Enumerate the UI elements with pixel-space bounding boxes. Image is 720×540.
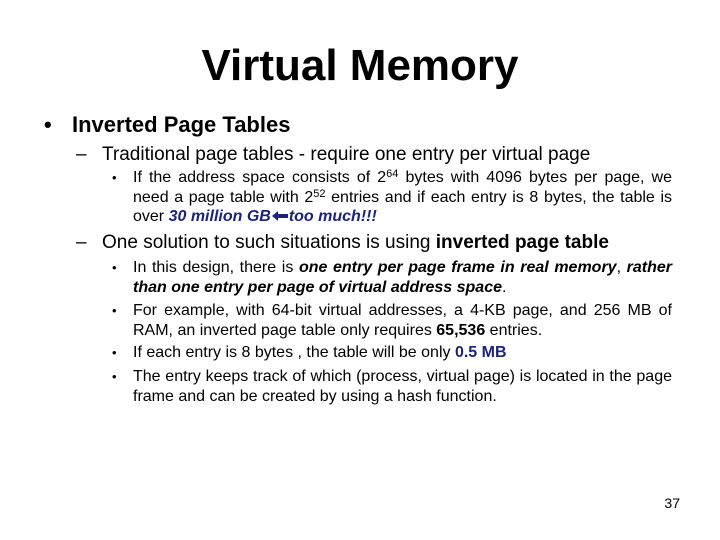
- detail-design: [112, 258, 672, 297]
- bullet-icon: •: [112, 369, 117, 384]
- detail-entry-size: [112, 343, 672, 363]
- text-run: .: [502, 278, 507, 296]
- text-run: For example, with 64-bit virtual addresses, a 4-KB page, and 256 MB of RAM, an inverted page table only requires: [133, 302, 672, 339]
- exponent: 64: [386, 168, 399, 180]
- dash-icon: –: [76, 232, 87, 253]
- left-arrow-icon: [271, 210, 289, 222]
- subpoint-text: [76, 231, 696, 255]
- emphasis-too-much: too much!!!: [288, 208, 377, 225]
- detail-text: The entry keeps track of which (process, virtual page) is located in the page frame and can be created by using a hash function.: [133, 368, 672, 405]
- bullet-icon: •: [44, 112, 52, 137]
- text-run: If each entry is 8 bytes , the table will be only: [133, 344, 455, 361]
- detail-hash: [112, 367, 672, 406]
- detail-text: [112, 301, 672, 340]
- subpoint-solution: [76, 231, 696, 255]
- bold-term: inverted page table: [435, 232, 609, 253]
- bullet-icon: •: [112, 345, 117, 360]
- slide-title: Virtual Memory: [201, 41, 519, 90]
- detail-text: [112, 168, 672, 227]
- detail-text: [112, 258, 672, 297]
- dash-icon: –: [76, 144, 87, 165]
- bullet-icon: •: [112, 260, 117, 275]
- text-run: In this design, there is: [133, 259, 299, 276]
- exponent: 52: [313, 187, 326, 200]
- text-run: entries and if each entry is 8 bytes, the table is over: [133, 188, 673, 225]
- heading-bullet-item: [44, 111, 684, 139]
- text-run: If the address space consists of 2: [133, 169, 387, 186]
- subpoint-text: Traditional page tables - require one entry per virtual page: [102, 144, 591, 165]
- emphasis-value: 0.5 MB: [454, 344, 507, 361]
- detail-text: [112, 343, 672, 363]
- detail-example: [112, 301, 672, 340]
- emphasis-text: one entry per page frame in real memory: [298, 259, 617, 276]
- emphasis-text: rather than one entry per page of virtual address space: [133, 259, 672, 296]
- heading-text: Inverted Page Tables: [72, 112, 291, 137]
- bullet-icon: •: [112, 170, 117, 185]
- text-run: One solution to such situations is using: [102, 232, 436, 253]
- emphasis-size: 30 million GB: [168, 208, 271, 225]
- page-number: 37: [664, 495, 680, 511]
- bullet-icon: •: [112, 303, 117, 318]
- text-run: entries.: [485, 321, 543, 339]
- subpoint-traditional: [76, 143, 696, 167]
- text-run: bytes with 4096 bytes per page, we need a page table with 2: [133, 169, 673, 206]
- bold-value: 65,536: [436, 321, 486, 339]
- text-run: ,: [616, 259, 627, 276]
- detail-address-space: [112, 168, 672, 227]
